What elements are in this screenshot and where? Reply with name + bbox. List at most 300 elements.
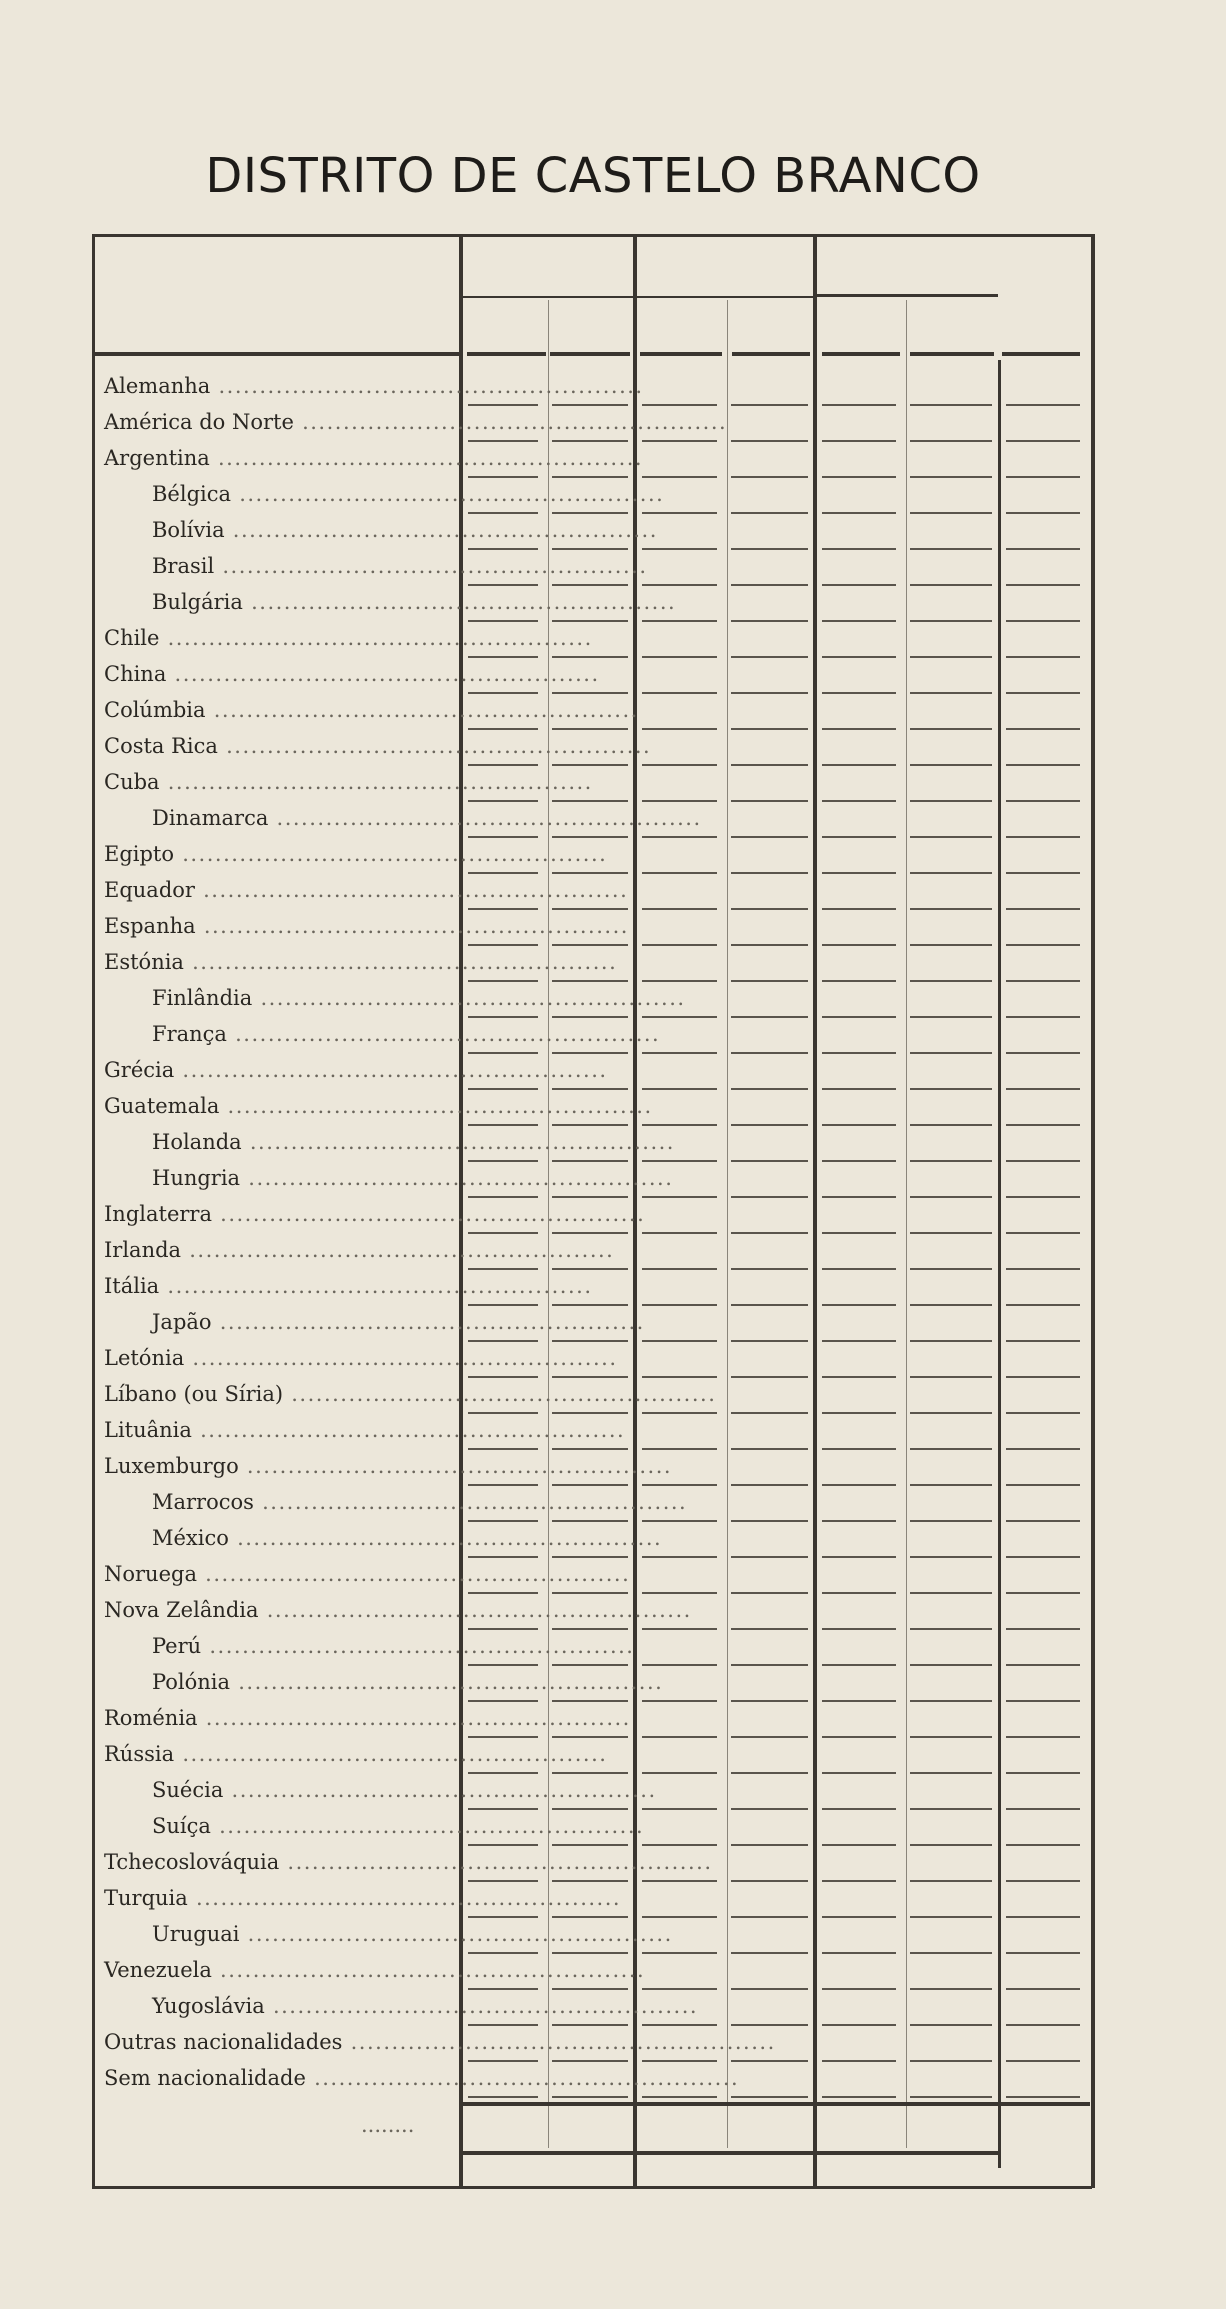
cell-rule: [822, 1592, 896, 1594]
cell-rule: [1006, 1916, 1080, 1918]
col-sep-adultos-sub: [727, 300, 728, 2148]
leader-dots: ....................................................: [242, 590, 677, 614]
cell-rule: [822, 1916, 896, 1918]
header-base-rule-3: [640, 352, 722, 356]
cell-rule: [822, 584, 896, 586]
cell-rule: [642, 1376, 717, 1378]
header-rule-total: [816, 294, 998, 297]
cell-rule: [1006, 1628, 1080, 1630]
frame-top: [92, 234, 1092, 237]
cell-rule: [642, 1268, 717, 1270]
cell-rule: [822, 1340, 896, 1342]
row-label-text: Marrocos: [152, 1490, 254, 1514]
cell-rule: [552, 980, 628, 982]
cell-rule: [552, 548, 628, 550]
cell-rule: [731, 1124, 808, 1126]
cell-rule: [822, 1016, 896, 1018]
cell-rule: [468, 1376, 538, 1378]
cell-rule: [1006, 1340, 1080, 1342]
leader-dots: ....................................................: [217, 734, 652, 758]
cell-rule: [910, 1484, 992, 1486]
cell-rule: [552, 1052, 628, 1054]
row-label: [152, 1922, 673, 1946]
cell-rule: [552, 1520, 628, 1522]
cell-rule: [822, 476, 896, 478]
frame-bottom: [92, 2186, 1092, 2189]
cell-rule: [1006, 1124, 1080, 1126]
cell-rule: [642, 1628, 717, 1630]
col-sep-total: [998, 360, 1001, 2168]
row-label-text: Yugoslávia: [152, 1994, 265, 2018]
row-label-text: Luxemburgo: [104, 1454, 239, 1478]
cell-rule: [468, 2060, 538, 2062]
cell-rule: [822, 1952, 896, 1954]
cell-rule: [731, 1880, 808, 1882]
cell-rule: [822, 1304, 896, 1306]
cell-rule: [642, 1304, 717, 1306]
cell-rule: [468, 1196, 538, 1198]
cell-rule: [1006, 980, 1080, 982]
row-label: [152, 1994, 699, 2018]
leader-dots: ....................................................: [283, 1382, 717, 1406]
cell-rule: [731, 1232, 808, 1234]
row-label-text: Polónia: [152, 1670, 231, 1694]
cell-rule: [642, 1556, 717, 1558]
cell-rule: [642, 2060, 717, 2062]
cell-rule: [552, 2024, 628, 2026]
leader-dots: ....................................................: [211, 1310, 645, 1334]
leader-dots: ....................................................: [174, 1058, 608, 1082]
cell-rule: [1006, 548, 1080, 550]
cell-rule: [731, 476, 808, 478]
frame-left: [92, 234, 95, 2188]
cell-rule: [910, 1268, 992, 1270]
row-label-text: Equador: [104, 878, 195, 902]
cell-rule: [642, 1952, 717, 1954]
cell-rule: [822, 728, 896, 730]
cell-rule: [642, 1772, 717, 1774]
cell-rule: [468, 656, 538, 658]
row-label-text: Grécia: [104, 1058, 175, 1082]
row-label-text: Lituânia: [104, 1418, 192, 1442]
cell-rule: [468, 440, 538, 442]
cell-rule: [468, 1016, 538, 1018]
header-base-rule-4: [732, 352, 810, 356]
cell-rule: [910, 1592, 992, 1594]
leader-dots: ....................................................: [187, 1886, 622, 1910]
row-label: [152, 1670, 664, 1694]
leader-dots: ....................................................: [228, 1526, 663, 1550]
row-label: [104, 1562, 631, 1586]
cell-rule: [822, 692, 896, 694]
cell-rule: [731, 728, 808, 730]
cell-rule: [822, 1664, 896, 1666]
cell-rule: [910, 1160, 992, 1162]
row-label: [104, 1274, 593, 1298]
cell-rule: [468, 1412, 538, 1414]
cell-rule: [468, 1628, 538, 1630]
cell-rule: [468, 1556, 538, 1558]
cell-rule: [642, 1808, 717, 1810]
cell-rule: [1006, 620, 1080, 622]
cell-rule: [468, 1952, 538, 1954]
cell-rule: [642, 512, 717, 514]
cell-rule: [731, 404, 808, 406]
cell-rule: [552, 1088, 628, 1090]
cell-rule: [1006, 1988, 1080, 1990]
row-label: [104, 1202, 646, 1226]
cell-rule: [468, 1448, 538, 1450]
col-sep-adults: [813, 234, 817, 2188]
row-label: [152, 1526, 663, 1550]
cell-rule: [910, 800, 992, 802]
cell-rule: [822, 2024, 896, 2026]
row-label: [104, 1382, 717, 1406]
cell-rule: [552, 476, 628, 478]
cell-rule: [731, 656, 808, 658]
cell-rule: [1006, 908, 1080, 910]
cell-rule: [468, 692, 538, 694]
cell-rule: [822, 1160, 896, 1162]
cell-rule: [1006, 1448, 1080, 1450]
cell-rule: [468, 512, 538, 514]
leader-dots: ....................................................: [211, 1958, 646, 1982]
cell-rule: [642, 476, 717, 478]
cell-rule: [552, 512, 628, 514]
cell-rule: [1006, 692, 1080, 694]
cell-rule: [1006, 2060, 1080, 2062]
row-label: [104, 1058, 608, 1082]
cell-rule: [731, 440, 808, 442]
row-label-text: Dinamarca: [152, 806, 269, 830]
cell-rule: [552, 1268, 628, 1270]
row-label: [152, 554, 648, 578]
cell-rule: [642, 1520, 717, 1522]
cell-rule: [822, 440, 896, 442]
row-label-text: Brasil: [152, 554, 215, 578]
cell-rule: [468, 584, 538, 586]
cell-rule: [468, 1520, 538, 1522]
row-label: [104, 2030, 776, 2054]
cell-rule: [910, 872, 992, 874]
header-rule-creancas: [462, 296, 633, 298]
cell-rule: [822, 1988, 896, 1990]
cell-rule: [910, 1016, 992, 1018]
row-label-text: Irlanda: [104, 1238, 182, 1262]
totals-top-rule: [462, 2102, 1090, 2106]
cell-rule: [731, 620, 808, 622]
leader-dots: ....................................................: [305, 2066, 740, 2090]
cell-rule: [468, 1232, 538, 1234]
cell-rule: [910, 620, 992, 622]
cell-rule: [731, 1952, 808, 1954]
cell-rule: [731, 980, 808, 982]
cell-rule: [822, 2096, 896, 2098]
cell-rule: [910, 1988, 992, 1990]
leader-dots: ....................................................: [219, 1094, 653, 1118]
cell-rule: [822, 1088, 896, 1090]
cell-rule: [1006, 440, 1080, 442]
cell-rule: [910, 476, 992, 478]
cell-rule: [1006, 404, 1080, 406]
cell-rule: [468, 800, 538, 802]
cell-rule: [1006, 1160, 1080, 1162]
row-label-text: Uruguai: [152, 1922, 240, 1946]
cell-rule: [552, 1700, 628, 1702]
cell-rule: [552, 1376, 628, 1378]
cell-rule: [552, 1916, 628, 1918]
cell-rule: [822, 620, 896, 622]
cell-rule: [642, 764, 717, 766]
row-label-text: Guatemala: [104, 1094, 220, 1118]
leader-dots: ....................................................: [184, 1346, 618, 1370]
row-label-text: Cuba: [104, 770, 160, 794]
cell-rule: [822, 1268, 896, 1270]
cell-rule: [822, 2060, 896, 2062]
row-label: [104, 698, 639, 722]
row-label: [152, 1022, 661, 1046]
leader-dots: ....................................................: [211, 1202, 646, 1226]
cell-rule: [642, 1088, 717, 1090]
cell-rule: [822, 1772, 896, 1774]
cell-rule: [552, 1124, 628, 1126]
cell-rule: [642, 584, 717, 586]
cell-rule: [910, 1412, 992, 1414]
cell-rule: [552, 1556, 628, 1558]
cell-rule: [642, 1160, 717, 1162]
row-label: [104, 1094, 653, 1118]
cell-rule: [552, 1016, 628, 1018]
row-label: [104, 2066, 740, 2090]
cell-rule: [552, 584, 628, 586]
leader-dots: ....................................................: [197, 1706, 631, 1730]
cell-rule: [731, 1340, 808, 1342]
cell-rule: [731, 1628, 808, 1630]
cell-rule: [731, 1304, 808, 1306]
cell-rule: [1006, 1052, 1080, 1054]
cell-rule: [552, 620, 628, 622]
cell-rule: [468, 1700, 538, 1702]
row-label: [104, 1418, 626, 1442]
cell-rule: [731, 584, 808, 586]
row-label: [152, 1634, 635, 1658]
cell-rule: [910, 764, 992, 766]
cell-rule: [1006, 512, 1080, 514]
row-label: [152, 1778, 657, 1802]
cell-rule: [468, 872, 538, 874]
row-label-text: Suécia: [152, 1778, 224, 1802]
leader-dots: ....................................................: [201, 1634, 635, 1658]
cell-rule: [731, 512, 808, 514]
cell-rule: [731, 1088, 808, 1090]
row-label: [104, 374, 644, 398]
cell-rule: [731, 1736, 808, 1738]
row-label: [104, 734, 652, 758]
leader-dots: ....................................................: [195, 914, 629, 938]
row-label-text: Bulgária: [152, 590, 243, 614]
cell-rule: [642, 1484, 717, 1486]
cell-rule: [468, 1772, 538, 1774]
header-base-rule-7: [1002, 352, 1080, 356]
cell-rule: [822, 1628, 896, 1630]
cell-rule: [1006, 800, 1080, 802]
cell-rule: [1006, 1808, 1080, 1810]
cell-rule: [731, 1448, 808, 1450]
cell-rule: [552, 944, 628, 946]
cell-rule: [822, 1520, 896, 1522]
cell-rule: [468, 728, 538, 730]
cell-rule: [468, 1268, 538, 1270]
cell-rule: [552, 1772, 628, 1774]
cell-rule: [1006, 1376, 1080, 1378]
cell-rule: [468, 1304, 538, 1306]
row-label-text: Bolívia: [152, 518, 225, 542]
row-label-text: Outras nacionalidades: [104, 2030, 343, 2054]
leader-dots: ....................................................: [252, 986, 686, 1010]
cell-rule: [1006, 1304, 1080, 1306]
row-label: [104, 1598, 692, 1622]
cell-rule: [731, 1160, 808, 1162]
cell-rule: [910, 1520, 992, 1522]
row-label-text: América do Norte: [104, 410, 294, 434]
cell-rule: [468, 980, 538, 982]
cell-rule: [910, 440, 992, 442]
row-label-text: Japão: [152, 1310, 212, 1334]
row-label: [152, 590, 677, 614]
cell-rule: [1006, 1952, 1080, 1954]
cell-rule: [822, 404, 896, 406]
row-label-text: Turquia: [104, 1886, 188, 1910]
cell-rule: [1006, 764, 1080, 766]
row-label-text: Noruega: [104, 1562, 197, 1586]
cell-rule: [731, 2060, 808, 2062]
cell-rule: [1006, 1736, 1080, 1738]
header-rule-adultos: [636, 296, 813, 298]
leader-dots: ....................................................: [238, 1454, 673, 1478]
cell-rule: [1006, 584, 1080, 586]
cell-rule: [1006, 1484, 1080, 1486]
cell-rule: [552, 2060, 628, 2062]
row-label-text: Letónia: [104, 1346, 185, 1370]
cell-rule: [731, 800, 808, 802]
leader-dots: ....................................................: [231, 482, 665, 506]
cell-rule: [642, 1916, 717, 1918]
cell-rule: [1006, 1196, 1080, 1198]
cell-rule: [910, 1664, 992, 1666]
row-label: [152, 1814, 645, 1838]
row-label-text: China: [104, 662, 167, 686]
row-label: [152, 1166, 674, 1190]
cell-rule: [642, 1412, 717, 1414]
row-label: [152, 986, 686, 1010]
cell-rule: [642, 1844, 717, 1846]
row-label: [152, 482, 665, 506]
cell-rule: [1006, 2024, 1080, 2026]
cell-rule: [642, 1124, 717, 1126]
row-label: [104, 446, 644, 470]
col-sep-total-sub: [906, 300, 907, 2148]
cell-rule: [468, 944, 538, 946]
cell-rule: [1006, 656, 1080, 658]
cell-rule: [468, 1736, 538, 1738]
cell-rule: [1006, 1268, 1080, 1270]
cell-rule: [1006, 1520, 1080, 1522]
leader-dots: ....................................................: [241, 1130, 675, 1154]
leader-dots: ....................................................: [342, 2030, 776, 2054]
cell-rule: [468, 1052, 538, 1054]
cell-rule: [642, 1016, 717, 1018]
leader-dots: ....................................................: [159, 770, 593, 794]
cell-rule: [552, 1592, 628, 1594]
cell-rule: [822, 1556, 896, 1558]
row-label: [104, 914, 629, 938]
cell-rule: [468, 1664, 538, 1666]
row-label-text: Nova Zelândia: [104, 1598, 259, 1622]
row-label-text: Finlândia: [152, 986, 253, 1010]
totals-dots: ........: [361, 2113, 415, 2137]
row-label: [152, 1310, 645, 1334]
row-label-text: Bélgica: [152, 482, 232, 506]
row-label: [104, 410, 728, 434]
cell-rule: [468, 1340, 538, 1342]
cell-rule: [468, 404, 538, 406]
frame-right: [1091, 234, 1095, 2188]
cell-rule: [1006, 1700, 1080, 1702]
cell-rule: [910, 692, 992, 694]
cell-rule: [552, 1484, 628, 1486]
cell-rule: [468, 476, 538, 478]
cell-rule: [468, 548, 538, 550]
cell-rule: [552, 1160, 628, 1162]
row-label: [104, 1958, 646, 1982]
cell-rule: [1006, 1664, 1080, 1666]
row-label-text: Itália: [104, 1274, 160, 1298]
leader-dots: ....................................................: [174, 842, 608, 866]
row-label: [104, 1886, 622, 1910]
cell-rule: [731, 764, 808, 766]
leader-dots: ....................................................: [194, 878, 629, 902]
cell-rule: [822, 1880, 896, 1882]
cell-rule: [822, 1700, 896, 1702]
cell-rule: [468, 1160, 538, 1162]
cell-rule: [910, 1088, 992, 1090]
cell-rule: [642, 800, 717, 802]
cell-rule: [642, 1196, 717, 1198]
cell-rule: [1006, 872, 1080, 874]
cell-rule: [731, 1592, 808, 1594]
cell-rule: [910, 656, 992, 658]
cell-rule: [910, 980, 992, 982]
cell-rule: [468, 1808, 538, 1810]
leader-dots: ....................................................: [268, 806, 702, 830]
leader-dots: ....................................................: [174, 1742, 608, 1766]
row-label: [104, 950, 618, 974]
cell-rule: [910, 2060, 992, 2062]
cell-rule: [552, 908, 628, 910]
cell-rule: [468, 1484, 538, 1486]
cell-rule: [1006, 1412, 1080, 1414]
leader-dots: ....................................................: [258, 1598, 692, 1622]
cell-rule: [822, 1844, 896, 1846]
cell-rule: [731, 1412, 808, 1414]
cell-rule: [731, 908, 808, 910]
cell-rule: [642, 1232, 717, 1234]
row-label-text: Chile: [104, 626, 160, 650]
leader-dots: ....................................................: [209, 446, 644, 470]
cell-rule: [910, 1772, 992, 1774]
cell-rule: [910, 1808, 992, 1810]
cell-rule: [731, 1772, 808, 1774]
